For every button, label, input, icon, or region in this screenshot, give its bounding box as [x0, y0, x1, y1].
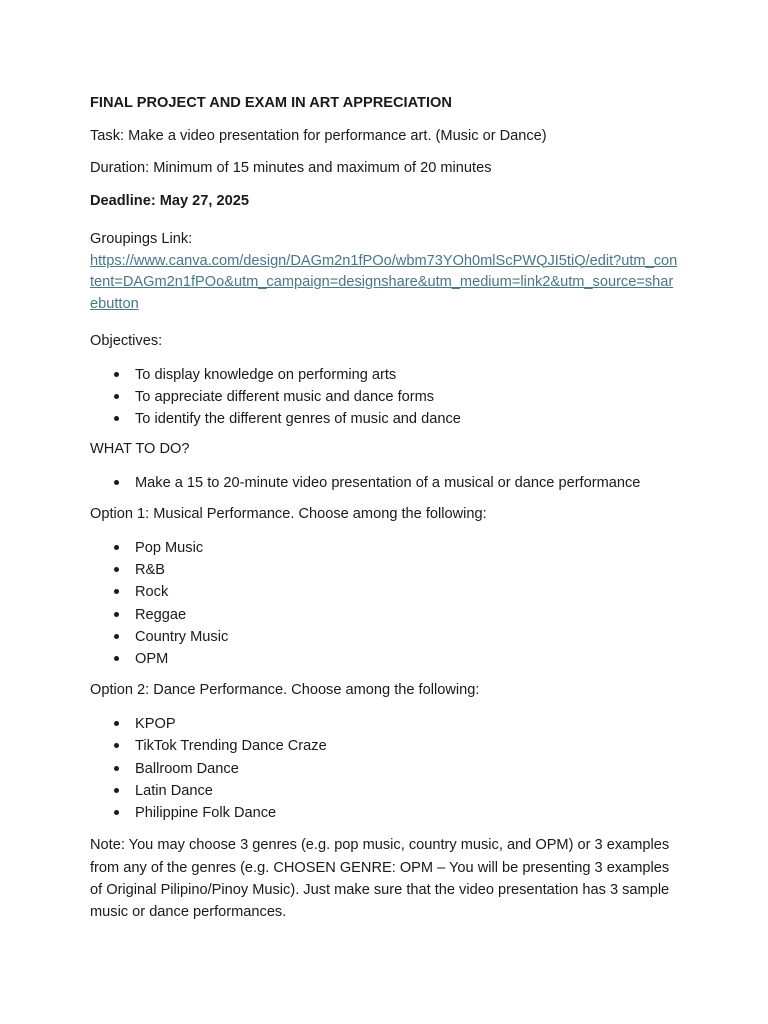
option1-list: [90, 537, 680, 671]
document-page: [90, 93, 680, 924]
list-item: Ballroom Dance: [90, 758, 680, 780]
list-item: To identify the different genres of music and dance: [90, 408, 680, 430]
what-to-do-list: [90, 472, 680, 494]
bullet-icon: [114, 721, 119, 726]
list-item: Philippine Folk Dance: [90, 802, 680, 824]
duration-text: Duration: Minimum of 15 minutes and maximum of 20 minutes: [90, 160, 492, 176]
list-item: To display knowledge on performing arts: [90, 364, 680, 386]
document-title: FINAL PROJECT AND EXAM IN ART APPRECIATION: [90, 95, 452, 111]
deadline-text: Deadline: May 27, 2025: [90, 192, 249, 209]
bullet-icon: [114, 743, 119, 748]
bullet-icon: [114, 545, 119, 550]
option2-label: Option 2: Dance Performance. Choose among the following:: [90, 682, 480, 699]
bullet-icon: [114, 589, 119, 594]
list-item: Rock: [90, 581, 680, 603]
list-item: To appreciate different music and dance forms: [90, 386, 680, 408]
groupings-label: Groupings Link:: [90, 231, 193, 247]
list-item: R&B: [90, 559, 680, 581]
bullet-icon: [114, 634, 119, 639]
option1-label: Option 1: Musical Performance. Choose among the following:: [90, 506, 487, 523]
objectives-label: Objectives:: [90, 333, 163, 349]
list-item: Make a 15 to 20-minute video presentation of a musical or dance performance: [90, 472, 680, 494]
bullet-icon: [114, 372, 119, 377]
list-item: Latin Dance: [90, 780, 680, 802]
list-item: Pop Music: [90, 537, 680, 559]
bullet-icon: [114, 766, 119, 771]
bullet-icon: [114, 416, 119, 421]
note-text: Note: You may choose 3 genres (e.g. pop music, country music, and OPM) or 3 examples from any of the genres (e.g. CHOSEN GENRE: OPM – You will be presenting 3 examples of Original Pilipino/Pinoy Music). Just make sure that the video presentation has 3 sample music or dance performances.: [90, 837, 670, 921]
list-item: OPM: [90, 648, 680, 670]
list-item: TikTok Trending Dance Craze: [90, 735, 680, 757]
bullet-icon: [114, 480, 119, 485]
list-item: Country Music: [90, 626, 680, 648]
list-item: KPOP: [90, 713, 680, 735]
list-item: Reggae: [90, 604, 680, 626]
task-text: Task: Make a video presentation for performance art. (Music or Dance): [90, 127, 547, 144]
bullet-icon: [114, 567, 119, 572]
groupings-link[interactable]: https://www.canva.com/design/DAGm2n1fPOo/wbm73YOh0mlScPWQJI5tiQ/edit?utm_content=DAGm2n1fPOo&utm_campaign=designshare&utm_medium=link2&utm_source=sharebutton: [90, 252, 678, 312]
bullet-icon: [114, 656, 119, 661]
bullet-icon: [114, 788, 119, 793]
bullet-icon: [114, 810, 119, 815]
option2-list: [90, 713, 680, 824]
objectives-list: [90, 364, 680, 431]
bullet-icon: [114, 394, 119, 399]
what-to-do-label: WHAT TO DO?: [90, 441, 190, 458]
bullet-icon: [114, 612, 119, 617]
